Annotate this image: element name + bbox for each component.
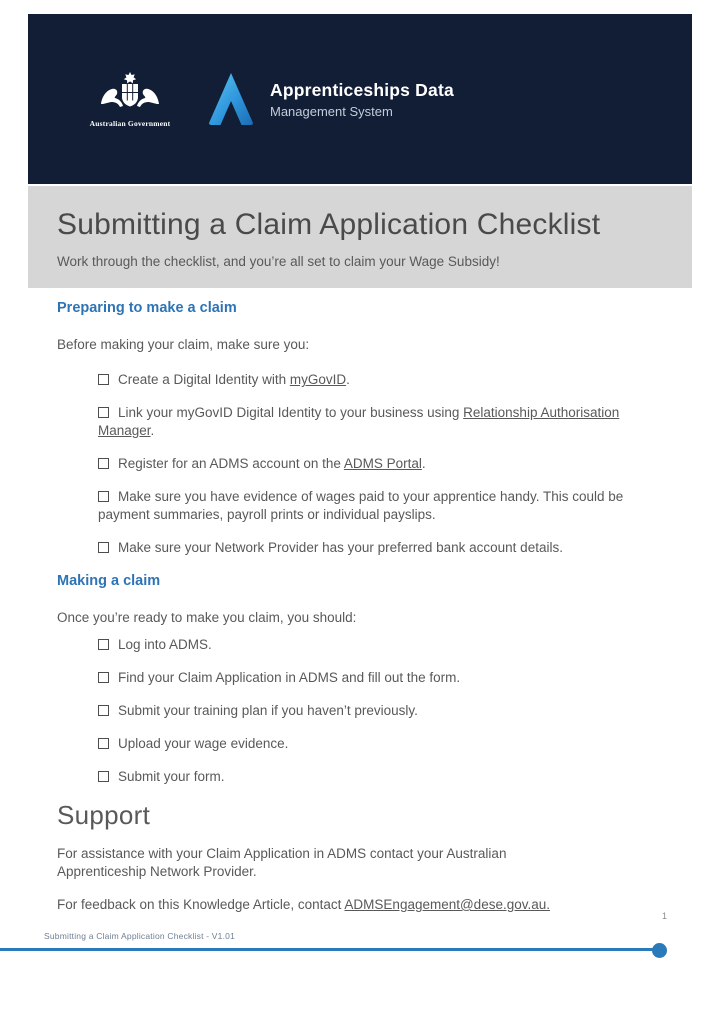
item-text: Make sure you have evidence of wages paid to your apprentice handy. This could be payment summaries, payroll prints or individual payslips. xyxy=(98,489,624,522)
footer-rule xyxy=(0,948,662,951)
adms-portal-link[interactable]: ADMS Portal xyxy=(343,456,422,471)
checkbox-icon xyxy=(98,407,109,418)
checkbox-icon xyxy=(98,491,109,502)
item-text: Submit your form. xyxy=(118,769,225,784)
checkbox-icon xyxy=(98,738,109,749)
checklist-item xyxy=(98,636,628,654)
checklist-item xyxy=(98,455,628,473)
page-number: 1 xyxy=(662,911,668,921)
gov-logo-caption: Australian Government xyxy=(89,118,171,128)
item-text: Create a Digital Identity with xyxy=(118,372,290,387)
checklist-item xyxy=(98,669,628,687)
item-text: Submit your training plan if you haven’t previously. xyxy=(118,703,418,718)
checkbox-icon xyxy=(98,542,109,553)
item-text: Link your myGovID Digital Identity to your business using xyxy=(118,405,464,420)
checkbox-icon xyxy=(98,458,109,469)
header-banner xyxy=(28,14,692,184)
document-body xyxy=(57,288,667,914)
item-text: Upload your wage evidence. xyxy=(118,736,289,751)
preparing-checklist xyxy=(57,371,667,557)
checklist-item xyxy=(98,404,628,440)
item-text: . xyxy=(346,372,350,387)
page-subtitle: Work through the checklist, and you’re all set to claim your Wage Subsidy! xyxy=(57,254,500,269)
item-text: . xyxy=(150,423,155,438)
support-feedback-paragraph xyxy=(57,896,577,914)
item-text: Make sure your Network Provider has your preferred bank account details. xyxy=(118,540,563,555)
checklist-item xyxy=(98,702,628,720)
footer-document-version: Submitting a Claim Application Checklist - V1.01 xyxy=(44,931,236,941)
heading-making: Making a claim xyxy=(57,573,161,589)
australian-government-logo xyxy=(84,71,176,128)
app-name xyxy=(270,80,454,119)
checkbox-icon xyxy=(98,705,109,716)
checkbox-icon xyxy=(98,639,109,650)
footer-rule-end-dot xyxy=(652,943,667,958)
checklist-item xyxy=(98,539,628,557)
adms-engagement-email-link[interactable]: ADMSEngagement@dese.gov.au. xyxy=(344,897,550,912)
checklist-item xyxy=(98,735,628,753)
item-text: Log into ADMS. xyxy=(118,637,212,652)
checklist-item xyxy=(98,488,628,524)
preparing-intro: Before making your claim, make sure you: xyxy=(57,337,310,352)
checkbox-icon xyxy=(98,771,109,782)
heading-preparing: Preparing to make a claim xyxy=(57,300,237,316)
page-title: Submitting a Claim Application Checklist xyxy=(57,208,601,241)
making-intro: Once you’re ready to make you claim, you should: xyxy=(57,610,357,625)
adms-logo-icon xyxy=(208,72,254,126)
item-text: Find your Claim Application in ADMS and fill out the form. xyxy=(118,670,461,685)
feedback-text: For feedback on this Knowledge Article, contact xyxy=(57,897,345,912)
coat-of-arms-icon xyxy=(97,71,163,115)
making-checklist xyxy=(57,636,667,786)
item-text: Register for an ADMS account on the xyxy=(118,456,344,471)
checklist-item xyxy=(98,768,628,786)
checklist-item xyxy=(98,371,628,389)
mygovid-link[interactable]: myGovID xyxy=(289,372,347,387)
title-band xyxy=(28,186,692,288)
item-text: . xyxy=(421,456,426,471)
app-name-line2: Management System xyxy=(270,103,393,119)
checkbox-icon xyxy=(98,672,109,683)
heading-support: Support xyxy=(57,800,151,830)
checkbox-icon xyxy=(98,374,109,385)
relationship-authorisation-manager-link[interactable]: Relationship Authorisation Manager xyxy=(98,405,620,438)
app-name-line1: Apprenticeships Data xyxy=(270,79,454,100)
support-paragraph: For assistance with your Claim Application in ADMS contact your Australian Apprenticeship Network Provider. xyxy=(57,846,507,879)
